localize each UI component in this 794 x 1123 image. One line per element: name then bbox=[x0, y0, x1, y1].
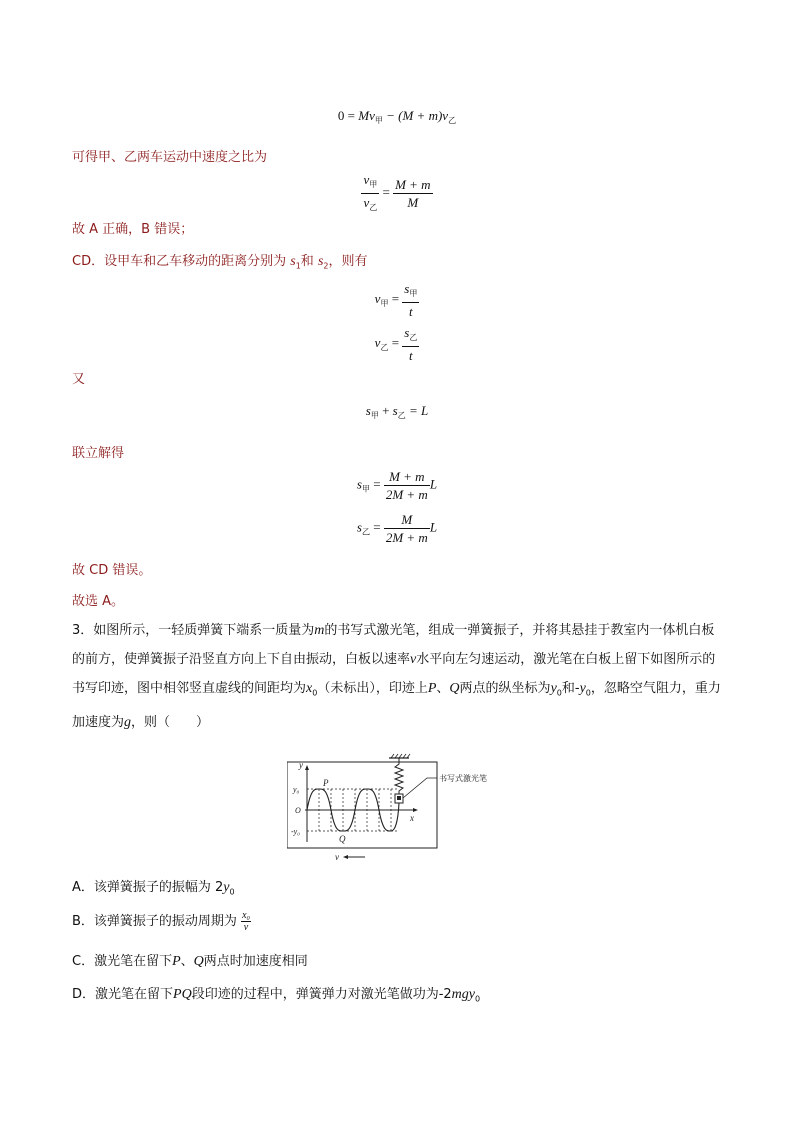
solution-line-5: 联立解得 bbox=[72, 446, 125, 461]
laser-pen-tip bbox=[397, 796, 401, 800]
eq-sub: 乙 bbox=[448, 116, 457, 125]
sol-var: s bbox=[317, 254, 324, 269]
question-3 bbox=[72, 616, 722, 737]
eq-text: s bbox=[365, 403, 371, 418]
label-p: P bbox=[323, 778, 329, 788]
eq-equals: = bbox=[369, 519, 384, 535]
eq-text: s bbox=[392, 403, 398, 418]
eq-text: s bbox=[404, 281, 410, 296]
eq-text: + bbox=[378, 403, 393, 418]
solution-line-2: 故 A 正确，B 错误； bbox=[72, 222, 194, 237]
q-var: y bbox=[550, 681, 557, 696]
fraction bbox=[402, 281, 419, 319]
q-var: m bbox=[314, 623, 325, 638]
opt-var: Q bbox=[193, 954, 204, 969]
opt-text: B．该弹簧振子的振动周期为 bbox=[72, 914, 237, 929]
sol-text: 和 bbox=[300, 254, 314, 269]
sol-text: CD．设甲车和乙车移动的距离分别为 bbox=[72, 254, 287, 269]
q-var: Q bbox=[449, 681, 460, 696]
eq-sub: 乙 bbox=[397, 411, 406, 420]
eq-text: v bbox=[374, 290, 381, 306]
q-var: g bbox=[124, 714, 132, 730]
solution-line-3 bbox=[72, 250, 368, 271]
sol-sub: 1 bbox=[295, 261, 301, 271]
fraction bbox=[384, 512, 430, 545]
q-var: v bbox=[410, 652, 417, 667]
eq-text: L bbox=[429, 476, 438, 492]
option-d[interactable] bbox=[72, 983, 480, 1004]
eq-sub: 甲 bbox=[380, 298, 389, 308]
eq-text: 0 = bbox=[337, 108, 359, 123]
pen-pointer bbox=[403, 778, 437, 798]
label-neg-y0: -y₀ bbox=[291, 827, 300, 836]
eq-text: s bbox=[356, 476, 362, 492]
option-a[interactable] bbox=[72, 876, 235, 897]
eq-sub: 乙 bbox=[369, 203, 378, 212]
label-o: O bbox=[295, 806, 301, 815]
fraction bbox=[361, 172, 379, 215]
option-b[interactable] bbox=[72, 910, 251, 933]
opt-text: 、 bbox=[180, 954, 194, 969]
eq-text: M + m bbox=[389, 469, 425, 484]
q-text: （未标出），印迹上 bbox=[317, 681, 428, 696]
solution-line-6: 故 CD 错误。 bbox=[72, 563, 152, 578]
eq-sub: 乙 bbox=[361, 527, 370, 537]
q-text: 两点的纵坐标为 bbox=[459, 681, 551, 696]
eq-text: M bbox=[407, 195, 419, 210]
opt-text: D．激光笔在留下 bbox=[72, 987, 174, 1002]
spring-oscillator-figure bbox=[287, 752, 507, 864]
fraction bbox=[402, 325, 419, 363]
opt-fraction bbox=[241, 910, 251, 933]
label-x: x bbox=[410, 813, 414, 823]
opt-text: 两点时加速度相同 bbox=[203, 954, 308, 969]
option-c[interactable] bbox=[72, 950, 308, 970]
equation-sum bbox=[0, 403, 794, 421]
sol-var: s bbox=[290, 254, 296, 269]
eq-sub: 甲 bbox=[369, 180, 378, 189]
equation-v-jia bbox=[0, 281, 794, 319]
eq-sub: 甲 bbox=[374, 116, 383, 125]
eq-equals: = bbox=[388, 290, 403, 306]
eq-text: v bbox=[363, 172, 370, 187]
eq-text: Mv bbox=[358, 108, 375, 123]
eq-sub: 甲 bbox=[361, 484, 370, 494]
opt-text: 段印迹的过程中，弹簧弹力对激光笔做功为-2 bbox=[191, 987, 452, 1002]
x-axis-arrow bbox=[413, 808, 418, 812]
q-sub: 0 bbox=[312, 688, 318, 698]
eq-sub: 甲 bbox=[370, 411, 379, 420]
eq-text: s bbox=[356, 519, 362, 535]
eq-text: t bbox=[409, 348, 413, 363]
eq-text: v bbox=[363, 195, 370, 210]
q-sub: 0 bbox=[556, 688, 562, 698]
spring bbox=[395, 758, 403, 794]
q-text: 的书写式激光笔，组成一弹簧振子，并将其悬挂于教室内一体机白板的前方，使弹簧振子沿竖直方向上下自由振动，白板以速率 bbox=[72, 623, 715, 667]
q-var: x bbox=[306, 681, 313, 696]
q-text: 3．如图所示，一轻质弹簧下端系一质量为 bbox=[72, 623, 315, 638]
q-text: ，忽略空气阻力，重力加速度为 bbox=[72, 681, 721, 730]
opt-frac-den: v bbox=[243, 922, 249, 933]
fraction bbox=[384, 469, 430, 502]
equation-ratio bbox=[0, 172, 794, 215]
label-v: v bbox=[335, 852, 339, 862]
label-q: Q bbox=[339, 834, 346, 844]
eq-text: s bbox=[404, 325, 410, 340]
q-text: 、 bbox=[436, 681, 450, 696]
q-var: P bbox=[427, 681, 437, 696]
equation-s-yi bbox=[0, 512, 794, 545]
q-text: ，则（ ） bbox=[131, 714, 210, 730]
fraction bbox=[393, 177, 433, 210]
q-var: y bbox=[579, 681, 586, 696]
label-y0: y₀ bbox=[293, 785, 300, 794]
label-y: y bbox=[299, 760, 303, 770]
eq-text: M bbox=[401, 512, 413, 527]
whiteboard bbox=[287, 762, 437, 848]
equation-v-yi bbox=[0, 325, 794, 363]
sol-text: ，则有 bbox=[328, 254, 368, 269]
y-axis-arrow bbox=[305, 765, 309, 770]
eq-text: v bbox=[374, 334, 381, 350]
sol-sub: 2 bbox=[323, 261, 329, 271]
solution-line-7: 故选 A。 bbox=[72, 594, 125, 609]
eq-equals: = bbox=[369, 476, 384, 492]
opt-sub: 0 bbox=[229, 887, 235, 897]
opt-text: C．激光笔在留下 bbox=[72, 954, 173, 969]
equation-s-jia bbox=[0, 469, 794, 502]
eq-equals: = bbox=[388, 334, 403, 350]
eq-text: − (M + m)v bbox=[382, 108, 449, 123]
solution-line-4: 又 bbox=[72, 372, 86, 387]
eq-text: = L bbox=[405, 403, 429, 418]
opt-var: y bbox=[223, 880, 230, 895]
eq-equals: = bbox=[382, 184, 394, 200]
q-text: 和- bbox=[561, 681, 580, 696]
opt-var: mgy bbox=[451, 987, 475, 1002]
opt-var: P bbox=[172, 954, 181, 969]
q-text: 水平向左匀速运动，激光笔在白板上留下如图所示的书写印迹，图中相邻竖直虚线的间距均为 bbox=[72, 652, 716, 696]
pen-label: 书写式激光笔 bbox=[439, 774, 487, 783]
solution-line-1: 可得甲、乙两车运动中速度之比为 bbox=[72, 150, 268, 165]
opt-text: A．该弹簧振子的振幅为 2 bbox=[72, 880, 224, 895]
eq-sub: 甲 bbox=[409, 289, 418, 298]
eq-text: 2M + m bbox=[385, 487, 428, 502]
eq-sub: 乙 bbox=[380, 342, 389, 352]
q-sub: 0 bbox=[585, 688, 591, 698]
velocity-arrow-head bbox=[343, 855, 348, 859]
equation-momentum bbox=[0, 108, 794, 126]
eq-text: M + m bbox=[395, 177, 431, 192]
opt-sub: 0 bbox=[474, 994, 481, 1004]
eq-text: t bbox=[409, 304, 413, 319]
eq-text: L bbox=[429, 519, 438, 535]
eq-sub: 乙 bbox=[409, 333, 418, 342]
eq-text: 2M + m bbox=[385, 530, 428, 545]
opt-var: PQ bbox=[173, 987, 192, 1002]
opt-frac-num: x₀ bbox=[242, 910, 250, 921]
